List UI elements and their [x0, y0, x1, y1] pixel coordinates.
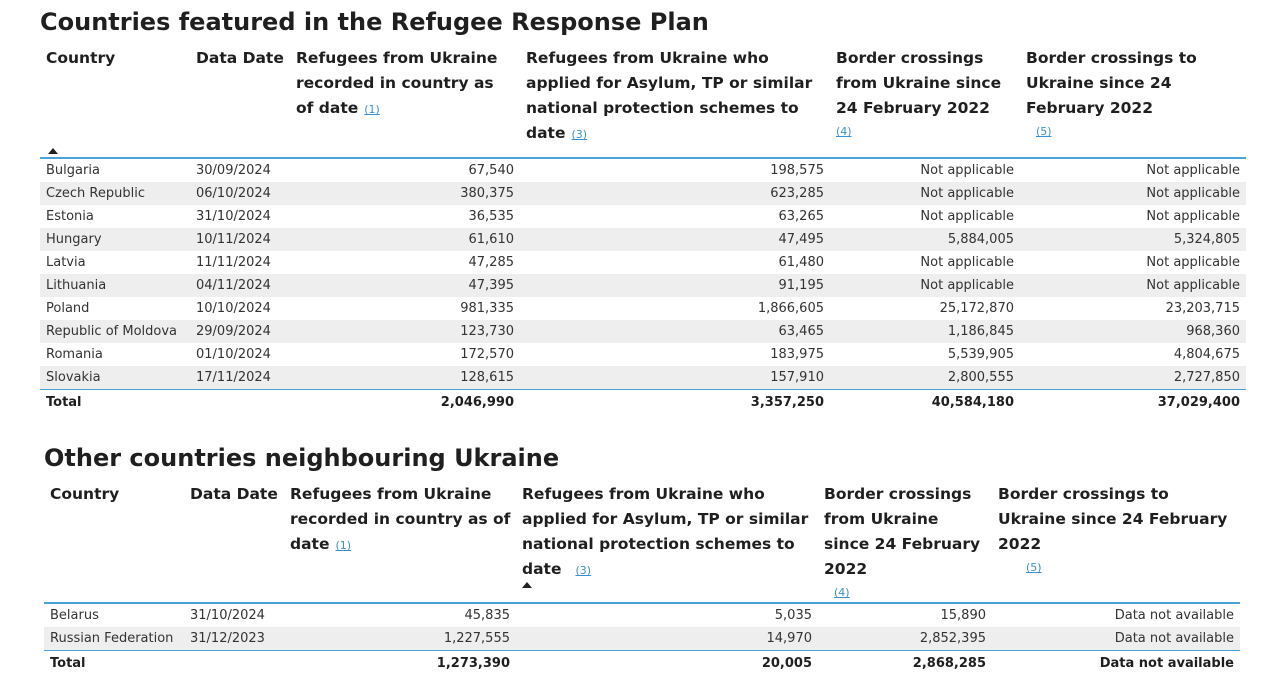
- cell-crossings-from: 25,172,870: [939, 301, 1014, 316]
- cell-data-date: 31/10/2024: [190, 608, 265, 623]
- sort-ascending-icon[interactable]: [48, 148, 58, 154]
- cell-crossings-from: 5,539,905: [947, 347, 1014, 362]
- col-header-asylum[interactable]: Refugees from Ukraine who applied for Asylum, TP or similar national protection schemes to date (3): [516, 482, 818, 603]
- cell-crossings-from: 5,884,005: [830, 228, 1020, 251]
- cell-data-date: 30/09/2024: [196, 163, 271, 178]
- total-label: Total: [46, 395, 82, 410]
- table-row[interactable]: [40, 297, 1246, 320]
- total-crossings-from: 2,868,285: [912, 656, 986, 671]
- table-row[interactable]: [40, 251, 1246, 274]
- cell-data-date: 06/10/2024: [190, 182, 290, 205]
- cell-data-date: 01/10/2024: [196, 347, 271, 362]
- table-row[interactable]: [40, 320, 1246, 343]
- col-header-data-date[interactable]: Data Date: [196, 49, 284, 67]
- table-row[interactable]: [44, 603, 1240, 627]
- cell-recorded: 380,375: [290, 182, 520, 205]
- section2-title: Other countries neighbouring Ukraine: [44, 444, 560, 472]
- cell-crossings-from: 15,890: [940, 608, 986, 623]
- cell-country: Slovakia: [40, 366, 190, 390]
- total-label: Total: [50, 656, 86, 671]
- cell-crossings-to: Data not available: [992, 627, 1240, 651]
- cell-asylum: 5,035: [774, 608, 812, 623]
- refugee-response-plan-table: [40, 46, 1246, 414]
- cell-asylum: 1,866,605: [757, 301, 824, 316]
- footnote-5-link[interactable]: (5): [1026, 561, 1042, 574]
- cell-recorded: 123,730: [290, 320, 520, 343]
- cell-asylum: 623,285: [520, 182, 830, 205]
- cell-country: Czech Republic: [40, 182, 190, 205]
- cell-crossings-to: 2,727,850: [1020, 366, 1246, 390]
- cell-asylum: 63,265: [778, 209, 824, 224]
- cell-crossings-to: Data not available: [1114, 608, 1234, 623]
- cell-country: Lithuania: [40, 274, 190, 297]
- cell-recorded: 172,570: [460, 347, 514, 362]
- footnote-1-link[interactable]: (1): [335, 539, 352, 552]
- table-row[interactable]: [40, 274, 1246, 297]
- col-header-data-date[interactable]: Data Date: [190, 485, 278, 503]
- col-header-crossings-from[interactable]: Border crossings from Ukraine since 24 February 2022 (4): [818, 482, 992, 603]
- cell-recorded: 45,835: [464, 608, 510, 623]
- col-header-crossings-from[interactable]: Border crossings from Ukraine since 24 February 2022 (4): [830, 46, 1020, 158]
- cell-crossings-from: 2,800,555: [830, 366, 1020, 390]
- col-header-country[interactable]: Country: [50, 485, 120, 503]
- col-header-asylum[interactable]: Refugees from Ukraine who applied for Asylum, TP or similar national protection schemes to date (3): [526, 49, 813, 142]
- col-header-country[interactable]: Country: [40, 46, 190, 158]
- cell-country: Republic of Moldova: [40, 320, 190, 343]
- col-header-recorded[interactable]: Refugees from Ukraine recorded in country as of date (1): [296, 49, 498, 117]
- total-date: [184, 651, 284, 676]
- cell-country: Estonia: [46, 209, 94, 224]
- cell-data-date: 29/09/2024: [190, 320, 290, 343]
- table-row[interactable]: [40, 366, 1246, 390]
- table-row[interactable]: [40, 158, 1246, 182]
- cell-crossings-from: 2,852,395: [818, 627, 992, 651]
- cell-recorded: 36,535: [468, 209, 514, 224]
- col-header-crossings-to[interactable]: Border crossings to Ukraine since 24 February 2022 (5): [992, 482, 1240, 603]
- cell-data-date: 31/12/2023: [184, 627, 284, 651]
- cell-crossings-to: 968,360: [1020, 320, 1246, 343]
- section1-title: Countries featured in the Refugee Response Plan: [40, 8, 709, 36]
- cell-recorded: 47,395: [290, 274, 520, 297]
- cell-crossings-from: Not applicable: [920, 209, 1014, 224]
- footnote-4-link[interactable]: (4): [834, 586, 850, 599]
- cell-asylum: 183,975: [770, 347, 824, 362]
- total-row: [44, 651, 1240, 676]
- cell-crossings-from: Not applicable: [920, 255, 1014, 270]
- total-row: [40, 390, 1246, 415]
- cell-recorded: 981,335: [460, 301, 514, 316]
- cell-asylum: 47,495: [520, 228, 830, 251]
- cell-data-date: 04/11/2024: [190, 274, 290, 297]
- table-row[interactable]: [40, 228, 1246, 251]
- cell-crossings-to: Not applicable: [1020, 182, 1246, 205]
- cell-recorded: 1,227,555: [284, 627, 516, 651]
- cell-crossings-to: 4,804,675: [1173, 347, 1240, 362]
- cell-recorded: 128,615: [290, 366, 520, 390]
- cell-recorded: 67,540: [468, 163, 514, 178]
- footnote-3-link[interactable]: (3): [571, 128, 588, 141]
- total-crossings-to: 37,029,400: [1157, 395, 1240, 410]
- col-header-recorded[interactable]: Refugees from Ukraine recorded in country as of date (1): [290, 485, 511, 553]
- total-asylum: 20,005: [761, 656, 812, 671]
- cell-asylum: 14,970: [516, 627, 818, 651]
- cell-crossings-to: Not applicable: [1146, 163, 1240, 178]
- cell-country: Romania: [46, 347, 103, 362]
- cell-data-date: 10/10/2024: [196, 301, 271, 316]
- cell-country: Russian Federation: [44, 627, 184, 651]
- total-asylum: 3,357,250: [750, 395, 824, 410]
- total-recorded: 1,273,390: [436, 656, 510, 671]
- cell-country: Poland: [46, 301, 90, 316]
- sort-ascending-icon[interactable]: [522, 582, 532, 588]
- cell-crossings-from: Not applicable: [830, 274, 1020, 297]
- footnote-4-link[interactable]: (4): [836, 125, 852, 138]
- table-row[interactable]: [40, 182, 1246, 205]
- cell-crossings-to: 23,203,715: [1165, 301, 1240, 316]
- table-row[interactable]: [40, 205, 1246, 228]
- cell-asylum: 61,480: [778, 255, 824, 270]
- cell-asylum: 198,575: [770, 163, 824, 178]
- total-date: [190, 390, 290, 415]
- cell-data-date: 11/11/2024: [196, 255, 271, 270]
- cell-asylum: 157,910: [520, 366, 830, 390]
- table-row[interactable]: [44, 627, 1240, 651]
- footnote-3-link[interactable]: (3): [575, 564, 592, 577]
- cell-asylum: 63,465: [520, 320, 830, 343]
- cell-crossings-from: 1,186,845: [830, 320, 1020, 343]
- cell-data-date: 31/10/2024: [196, 209, 271, 224]
- col-header-crossings-to[interactable]: Border crossings to Ukraine since 24 February 2022 (5): [1020, 46, 1246, 158]
- cell-asylum: 91,195: [520, 274, 830, 297]
- cell-country: Latvia: [46, 255, 86, 270]
- cell-data-date: 10/11/2024: [190, 228, 290, 251]
- cell-country: Bulgaria: [46, 163, 100, 178]
- table-row[interactable]: [40, 343, 1246, 366]
- cell-crossings-to: Not applicable: [1146, 209, 1240, 224]
- cell-crossings-from: Not applicable: [830, 182, 1020, 205]
- cell-country: Hungary: [40, 228, 190, 251]
- cell-country: Belarus: [50, 608, 99, 623]
- footnote-5-link[interactable]: (5): [1036, 125, 1052, 138]
- total-crossings-to: Data not available: [1099, 656, 1234, 671]
- total-recorded: 2,046,990: [440, 395, 514, 410]
- total-crossings-from: 40,584,180: [931, 395, 1014, 410]
- cell-recorded: 61,610: [290, 228, 520, 251]
- cell-crossings-to: 5,324,805: [1020, 228, 1246, 251]
- cell-crossings-to: Not applicable: [1146, 255, 1240, 270]
- other-neighbouring-countries-table: [44, 482, 1240, 675]
- cell-crossings-to: Not applicable: [1020, 274, 1246, 297]
- cell-recorded: 47,285: [468, 255, 514, 270]
- cell-data-date: 17/11/2024: [190, 366, 290, 390]
- cell-crossings-from: Not applicable: [920, 163, 1014, 178]
- footnote-1-link[interactable]: (1): [364, 103, 380, 116]
